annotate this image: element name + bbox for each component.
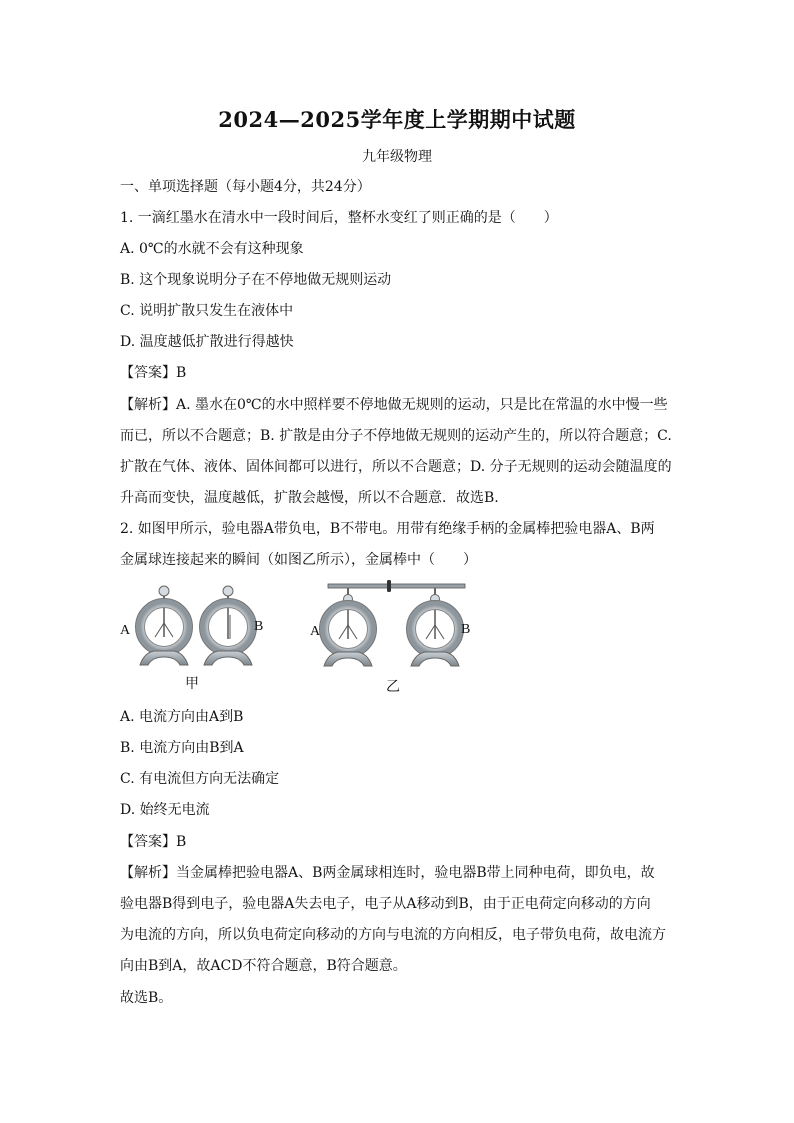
q1-option-a: A. 0℃的水就不会有这种现象 xyxy=(120,241,304,257)
label-a-jia: A xyxy=(120,623,131,638)
q2-option-b: B. 电流方向由B到A xyxy=(120,740,244,756)
q1-stem: 1. 一滴红墨水在清水中一段时间后，整杯水变红了则正确的是（ ） xyxy=(120,210,558,226)
q1-option-d: D. 温度越低扩散进行得越快 xyxy=(120,334,294,350)
q2-analysis-line: 向由B到A，故ACD不符合题意，B符合题意。 xyxy=(120,958,407,974)
label-b-yi: B xyxy=(461,622,471,637)
electroscope-a-jia xyxy=(136,586,193,665)
q2-answer: 【答案】B xyxy=(120,834,187,850)
q2-analysis-line: 为电流的方向，所以负电荷定向移动的方向与电流的方向相反，电子带负电荷，故电流方 xyxy=(120,927,666,943)
q1-analysis-line: 升高而变快，温度越低，扩散会越慢，所以不合题意．故选B. xyxy=(120,490,499,506)
q1-analysis-line: 而已，所以不合题意；B. 扩散是由分子不停地做无规则的运动产生的，所以符合题意；C. xyxy=(120,428,672,444)
q2-conclusion: 故选B。 xyxy=(120,990,173,1006)
q1-analysis-line: 扩散在气体、液体、固体间都可以进行，所以不合题意；D. 分子无规则的运动会随温度的 xyxy=(120,459,672,475)
q2-stem-line: 金属球连接起来的瞬间（如图乙所示），金属棒中（ ） xyxy=(120,552,477,568)
electroscope-b-jia xyxy=(200,586,257,665)
q2-stem-line: 2. 如图甲所示，验电器A带负电，B不带电。用带有绝缘手柄的金属棒把验电器A、B两 xyxy=(120,521,655,537)
q1-option-c: C. 说明扩散只发生在液体中 xyxy=(120,303,294,319)
q2-option-c: C. 有电流但方向无法确定 xyxy=(120,771,280,787)
q1-answer: 【答案】B xyxy=(120,365,187,381)
caption-jia: 甲 xyxy=(185,677,199,692)
label-b-jia: B xyxy=(254,619,264,634)
q2-analysis-line: 验电器B得到电子，验电器A失去电子，电子从A移动到B，由于正电荷定向移动的方向 xyxy=(120,896,651,912)
label-a-yi: A xyxy=(310,624,321,639)
q1-analysis-line: 【解析】A. 墨水在0℃的水中照样要不停地做无规则的运动，只是比在常温的水中慢一些 xyxy=(120,397,668,413)
section-heading: 一、单项选择题（每小题4分，共24分） xyxy=(120,179,371,195)
exam-title: 2024—2025学年度上学期期中试题 xyxy=(218,107,576,132)
electroscope-figure xyxy=(110,575,490,700)
caption-yi: 乙 xyxy=(386,680,400,695)
q2-option-d: D. 始终无电流 xyxy=(120,802,210,818)
q2-option-a: A. 电流方向由A到B xyxy=(120,709,244,725)
q1-option-b: B. 这个现象说明分子在不停地做无规则运动 xyxy=(120,272,392,288)
electroscope-b-yi xyxy=(407,588,464,666)
electroscope-a-yi xyxy=(320,588,377,666)
q2-analysis-line: 【解析】当金属棒把验电器A、B两金属球相连时，验电器B带上同种电荷，即负电，故 xyxy=(120,865,655,881)
exam-subtitle: 九年级物理 xyxy=(362,149,432,165)
